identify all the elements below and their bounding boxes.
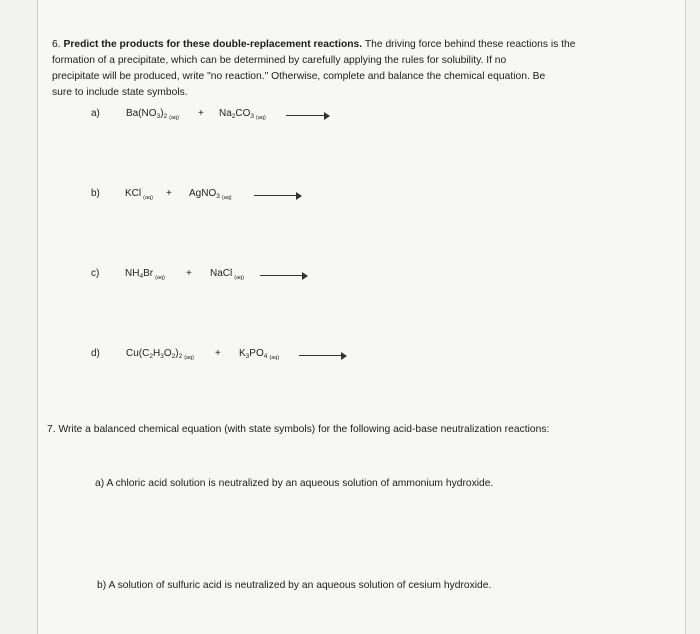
- reaction-b-reactant-1: [125, 188, 153, 201]
- reaction-d-r2-base: K: [239, 348, 246, 359]
- reaction-b: [91, 188, 331, 204]
- reaction-a-r1-base: Ba(NO: [126, 108, 157, 119]
- reaction-c-reactant-2: [210, 268, 244, 281]
- question-6-line-4: sure to include state symbols.: [52, 87, 188, 98]
- reaction-b-r2-sub1: 3: [216, 193, 220, 200]
- reaction-d-r1-mid: H: [152, 348, 161, 359]
- question-6-line-1: [52, 37, 642, 53]
- reaction-c-plus: +: [186, 268, 192, 279]
- reaction-a-r1-sub2: 2: [163, 113, 168, 120]
- reaction-a-reactant-2: [219, 108, 266, 121]
- reaction-d-reactant-2: [239, 348, 279, 361]
- reaction-a-reactant-1: [126, 108, 179, 121]
- reaction-d-arrow-icon: [299, 352, 347, 360]
- reaction-d-r1-sub1: 2: [149, 353, 153, 360]
- question-6-number: 6.: [52, 39, 61, 50]
- question-7-prompt: 7. Write a balanced chemical equation (with state symbols) for the following acid-base neutralization reactions:: [47, 424, 550, 435]
- reaction-b-r1-base: KCl: [125, 188, 142, 199]
- reaction-b-label: b): [91, 188, 100, 199]
- reaction-a-r1-state: (aq): [169, 115, 179, 121]
- reaction-d-r2-sub1: 3: [245, 353, 250, 360]
- reaction-a-r2-mid: CO: [235, 108, 251, 119]
- reaction-a-r1-sub1: 3: [156, 113, 161, 120]
- reaction-c-arrow-icon: [260, 272, 308, 280]
- question-7a-prompt: a) A chloric acid solution is neutralized by an aqueous solution of ammonium hydroxide.: [95, 478, 494, 489]
- reaction-a-plus: +: [198, 108, 204, 119]
- question-6-line-2: formation of a precipitate, which can be determined by carefully applying the rules for solubility. If no: [52, 55, 507, 66]
- reaction-c-r1-sub1: 4: [139, 273, 144, 280]
- reaction-a-label: a): [91, 108, 100, 119]
- reaction-b-arrow-icon: [254, 192, 302, 200]
- reaction-d-reactant-1: [126, 348, 194, 361]
- reaction-c-r2-state: (aq): [234, 275, 245, 281]
- reaction-d-r1-sub4: 2: [178, 353, 183, 360]
- reaction-b-r1-state: (aq): [143, 195, 153, 201]
- reaction-a-r2-base: Na: [219, 108, 232, 119]
- reaction-a-arrow-icon: [286, 112, 330, 120]
- reaction-d-r1-close: ): [175, 348, 179, 359]
- reaction-c-r1-mid: Br: [143, 268, 154, 279]
- reaction-a-r2-sub1: 2: [231, 113, 236, 120]
- reaction-d-r1-sub2: 3: [160, 353, 164, 360]
- reaction-c: [91, 268, 331, 284]
- reaction-c-label: c): [91, 268, 100, 279]
- question-6-prompt: [52, 37, 642, 101]
- reaction-b-plus: +: [166, 188, 172, 199]
- reaction-d-r2-mid: PO: [249, 348, 264, 359]
- reaction-c-r1-base: NH: [125, 268, 140, 279]
- reaction-b-r2-state: (aq): [221, 195, 232, 201]
- reaction-b-r2-base: AgNO: [189, 188, 217, 199]
- question-6-line-1-rest: The driving force behind these reactions is the: [364, 39, 576, 50]
- reaction-d-r2-state: (aq): [269, 355, 280, 361]
- reaction-c-r2-base: NaCl: [210, 268, 233, 279]
- reaction-a-r2-sub2: 3: [250, 113, 255, 120]
- question-7b-prompt: b) A solution of sulfuric acid is neutralized by an aqueous solution of cesium hydroxide.: [97, 580, 492, 591]
- reaction-c-r1-state: (aq): [155, 275, 165, 281]
- reaction-d: [91, 348, 361, 364]
- reaction-a-r1-close: ): [160, 108, 164, 119]
- reaction-c-reactant-1: [125, 268, 165, 281]
- reaction-a: [91, 108, 351, 124]
- reaction-d-r1-base: Cu(C: [126, 348, 150, 359]
- reaction-a-r2-state: (aq): [256, 115, 266, 121]
- reaction-d-r1-mid2: O: [163, 348, 172, 359]
- reaction-d-r1-sub3: 2: [171, 353, 176, 360]
- reaction-b-reactant-2: [189, 188, 232, 201]
- question-6-line-3: precipitate will be produced, write "no reaction." Otherwise, complete and balance the chemical equation. Be: [52, 71, 546, 82]
- reaction-d-label: d): [91, 348, 100, 359]
- reaction-d-plus: +: [215, 348, 221, 359]
- reaction-d-r1-state: (aq): [184, 355, 194, 361]
- reaction-d-r2-sub2: 4: [263, 353, 268, 360]
- question-6-lead: Predict the products for these double-replacement reactions.: [63, 39, 363, 50]
